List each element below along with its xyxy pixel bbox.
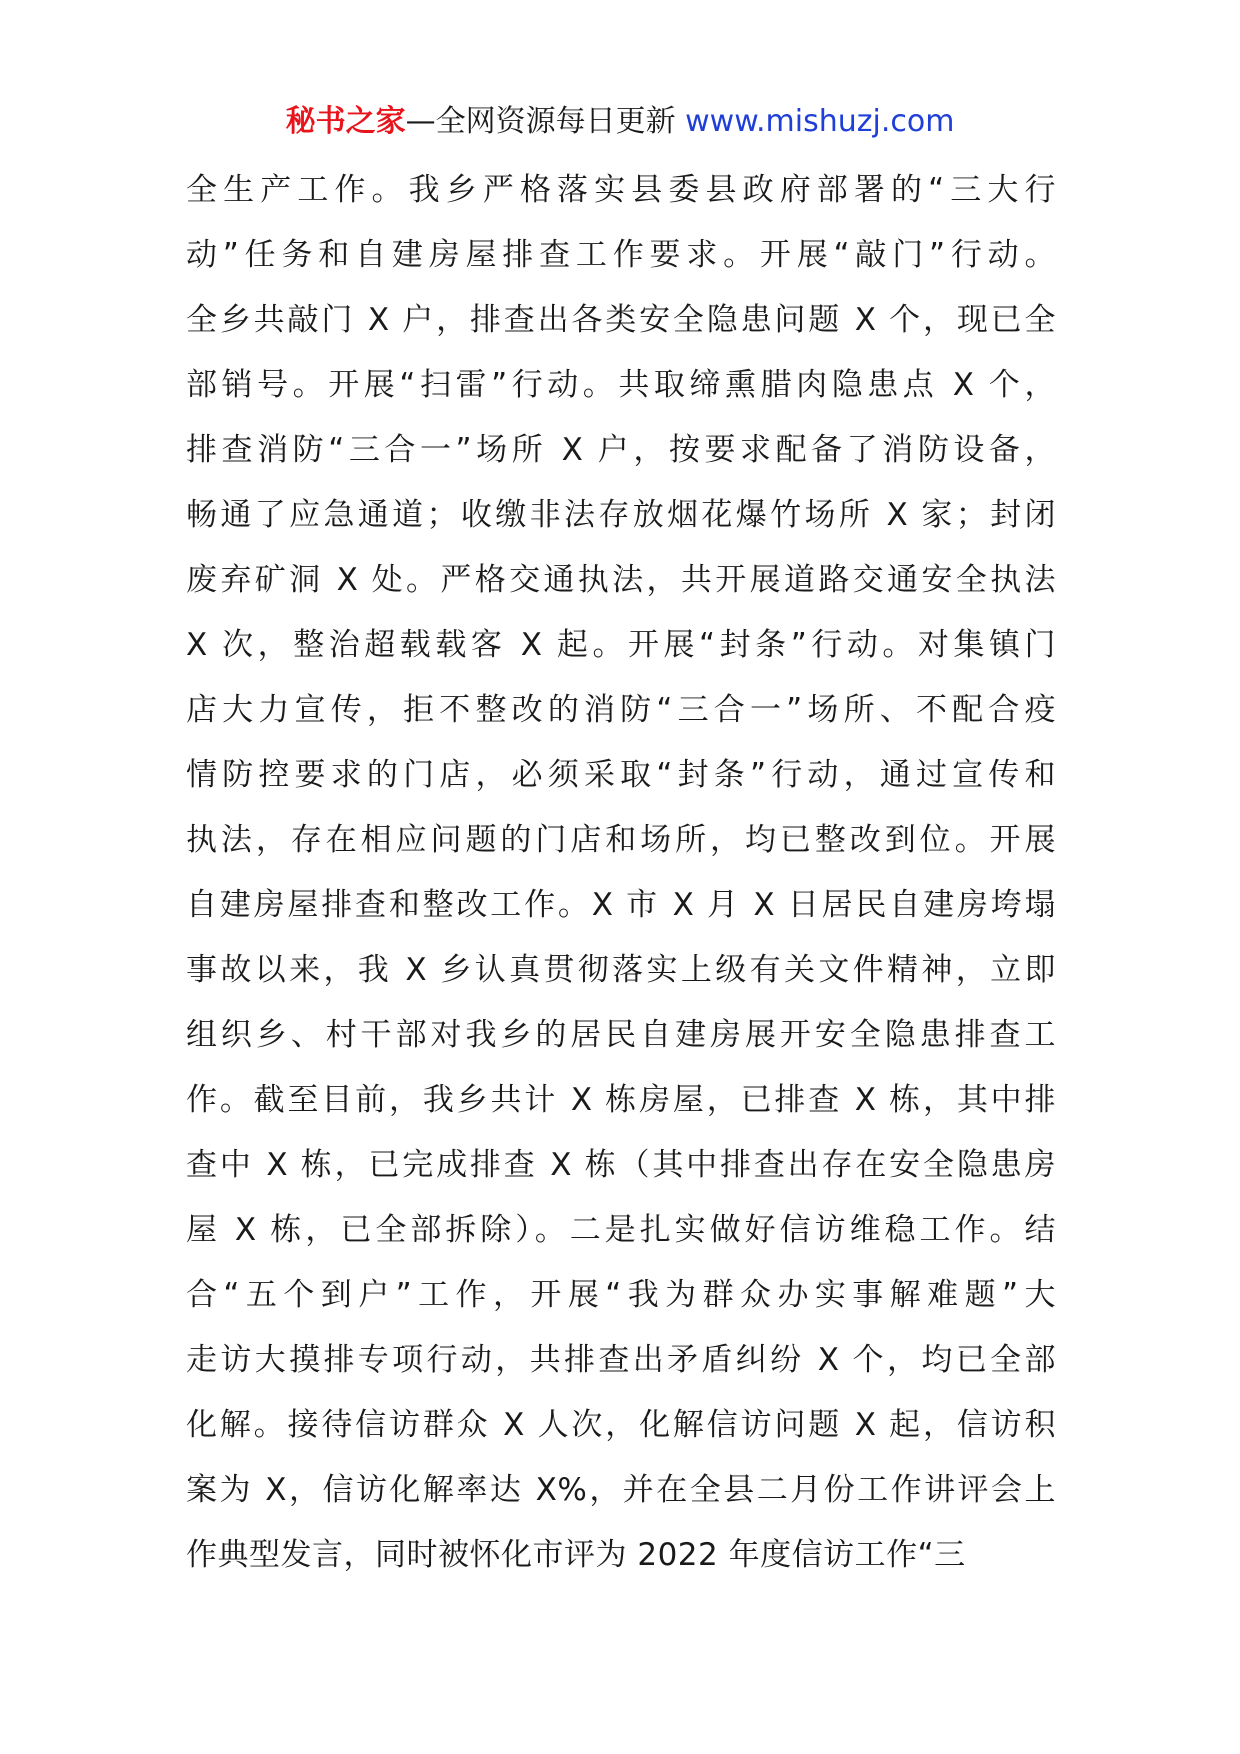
text-line: 查中 X 栋，已完成排查 X 栋（其中排查出存在安全隐患房 <box>186 1147 1056 1183</box>
text-line: 事故以来，我 X 乡认真贯彻落实上级有关文件精神，立即 <box>186 952 1056 988</box>
text-line: 组织乡、村干部对我乡的居民自建房展开安全隐患排查工 <box>186 1017 1056 1053</box>
text-line: 畅通了应急通道；收缴非法存放烟花爆竹场所 X 家；封闭 <box>186 497 1056 533</box>
text-line: 废弃矿洞 X 处。严格交通执法，共开展道路交通安全执法 <box>186 562 1056 598</box>
text-line: 全乡共敲门 X 户，排查出各类安全隐患问题 X 个，现已全 <box>186 302 1056 338</box>
text-line: 走访大摸排专项行动，共排查出矛盾纠纷 X 个，均已全部 <box>186 1342 1056 1378</box>
text-line: 部销号。开展“扫雷”行动。共取缔熏腊肉隐患点 X 个， <box>186 367 1056 403</box>
text-line: 动”任务和自建房屋排查工作要求。开展“敲门”行动。 <box>186 237 1056 273</box>
page-header <box>0 100 1240 144</box>
text-line: 屋 X 栋，已全部拆除）。二是扎实做好信访维稳工作。结 <box>186 1212 1056 1248</box>
website-url[interactable]: www.mishuzj.com <box>685 104 955 139</box>
text-line: 合“五个到户”工作，开展“我为群众办实事解难题”大 <box>186 1277 1056 1313</box>
text-line: 案为 X，信访化解率达 X%，并在全县二月份工作讲评会上 <box>186 1472 1056 1508</box>
text-line: 化解。接待信访群众 X 人次，化解信访问题 X 起，信访积 <box>186 1407 1056 1443</box>
body-paragraph <box>186 158 1056 1588</box>
text-line: 排查消防“三合一”场所 X 户，按要求配备了消防设备， <box>186 432 1056 468</box>
text-line: 执法，存在相应问题的门店和场所，均已整改到位。开展 <box>186 822 1056 858</box>
brand-name: 秘书之家 <box>285 104 406 139</box>
text-line: 作典型发言，同时被怀化市评为 2022 年度信访工作“三 <box>186 1537 966 1573</box>
text-line: 全生产工作。我乡严格落实县委县政府部署的“三大行 <box>186 172 1056 208</box>
text-line: 情防控要求的门店，必须采取“封条”行动，通过宣传和 <box>186 757 1056 793</box>
text-line: 作。截至目前，我乡共计 X 栋房屋，已排查 X 栋，其中排 <box>186 1082 1056 1118</box>
header-tagline: —全网资源每日更新 <box>405 104 686 139</box>
text-line: X 次，整治超载载客 X 起。开展“封条”行动。对集镇门 <box>186 627 1056 663</box>
text-line: 店大力宣传，拒不整改的消防“三合一”场所、不配合疫 <box>186 692 1056 728</box>
text-line: 自建房屋排查和整改工作。X 市 X 月 X 日居民自建房垮塌 <box>186 887 1056 923</box>
